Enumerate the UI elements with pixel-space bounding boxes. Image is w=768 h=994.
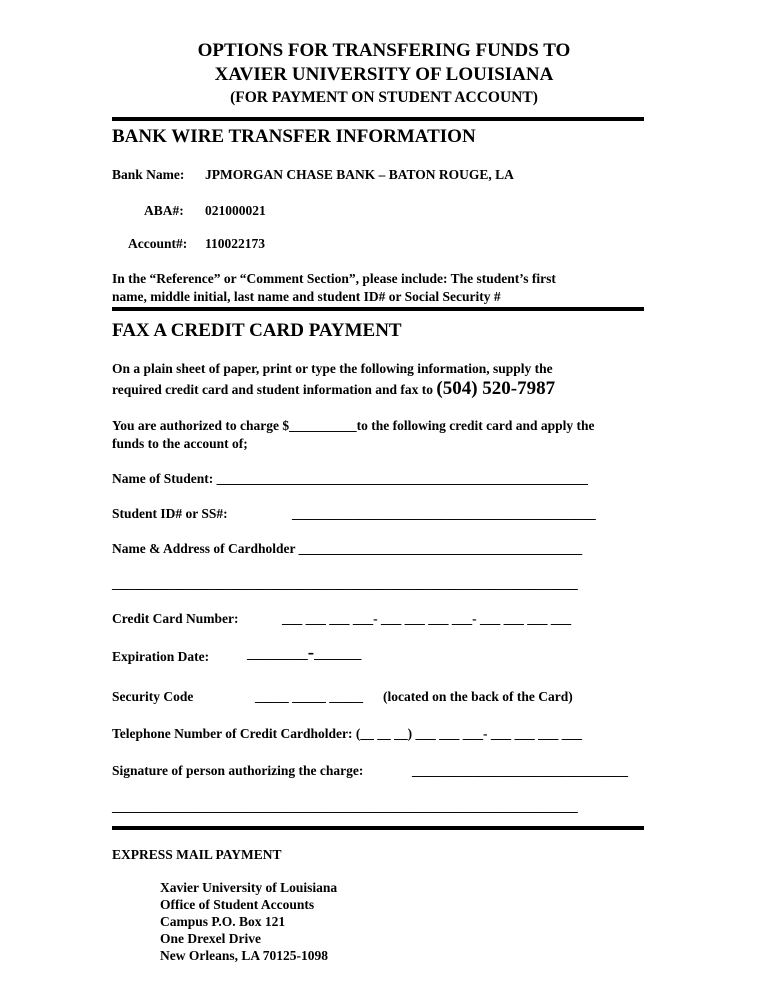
mail-address-line: One Drexel Drive: [160, 931, 261, 946]
fax-intro-line1: On a plain sheet of paper, print or type the following information, supply the: [112, 361, 553, 376]
mail-address-line: Campus P.O. Box 121: [160, 914, 286, 929]
account-value: 110022173: [205, 236, 266, 251]
authorization-line2: funds to the account of;: [112, 436, 248, 451]
aba-label: ABA#:: [144, 203, 184, 218]
wire-note-line1: In the “Reference” or “Comment Section”, please include: The student’s first: [112, 271, 556, 286]
mail-address-line: Office of Student Accounts: [160, 897, 315, 912]
telephone-field: Telephone Number of Credit Cardholder: (__ __ __) ___ ___ ___- ___ ___ ___ ___: [112, 726, 582, 741]
signature-blank: ________________________________: [412, 763, 628, 778]
expiration-blank: [247, 644, 361, 662]
mail-address-line: New Orleans, LA 70125-1098: [160, 948, 328, 963]
bank-name-value: JPMORGAN CHASE BANK – BATON ROUGE, LA: [205, 167, 514, 182]
divider-rule: [112, 117, 644, 121]
credit-card-label: Credit Card Number:: [112, 611, 239, 626]
expiration-dash: -: [307, 642, 315, 663]
expiration-month-blank: _________: [247, 646, 308, 661]
fax-intro-line2: [112, 380, 555, 398]
aba-value: 021000021: [205, 203, 266, 218]
expiration-year-blank: _______: [314, 646, 362, 661]
student-id-label: Student ID# or SS#:: [112, 506, 228, 521]
authorization-line1: You are authorized to charge $__________to the following credit card and apply the: [112, 418, 595, 433]
wire-heading: BANK WIRE TRANSFER INFORMATION: [112, 126, 476, 147]
wire-note-line2: name, middle initial, last name and student ID# or Social Security #: [112, 289, 501, 304]
signature-label: Signature of person authorizing the charge:: [112, 763, 364, 778]
security-code-label: Security Code: [112, 689, 194, 704]
page-title-line1: OPTIONS FOR TRANSFERING FUNDS TO: [197, 40, 571, 61]
divider-rule: [112, 307, 644, 311]
credit-card-blank: ___ ___ ___ ___- ___ ___ ___ ___- ___ ___ ___ ___: [282, 611, 572, 626]
cardholder-line2: _____________________________________________________________________: [112, 576, 578, 591]
bank-name-label: Bank Name:: [112, 167, 185, 182]
security-code-note: (located on the back of the Card): [383, 689, 573, 704]
fax-heading: FAX A CREDIT CARD PAYMENT: [112, 320, 402, 341]
cardholder-field: Name & Address of Cardholder __________________________________________: [112, 541, 583, 556]
mail-address-line: Xavier University of Louisiana: [160, 880, 338, 895]
mail-heading: EXPRESS MAIL PAYMENT: [112, 847, 282, 862]
account-label: Account#:: [128, 236, 188, 251]
page-subtitle: (FOR PAYMENT ON STUDENT ACCOUNT): [230, 89, 538, 106]
fax-intro-text: required credit card and student information and fax to: [112, 382, 434, 397]
page-title-line2: XAVIER UNIVERSITY OF LOUISIANA: [214, 64, 554, 85]
expiration-label: Expiration Date:: [112, 649, 210, 664]
student-name-field: Name of Student: _______________________________________________________: [112, 471, 588, 486]
fax-number: (504) 520-7987: [436, 378, 556, 399]
security-code-blank: _____ _____ _____: [255, 689, 363, 704]
student-id-blank: _____________________________________________: [292, 506, 596, 521]
signature-line2: _____________________________________________________________________: [112, 799, 578, 814]
divider-rule: [112, 826, 644, 830]
